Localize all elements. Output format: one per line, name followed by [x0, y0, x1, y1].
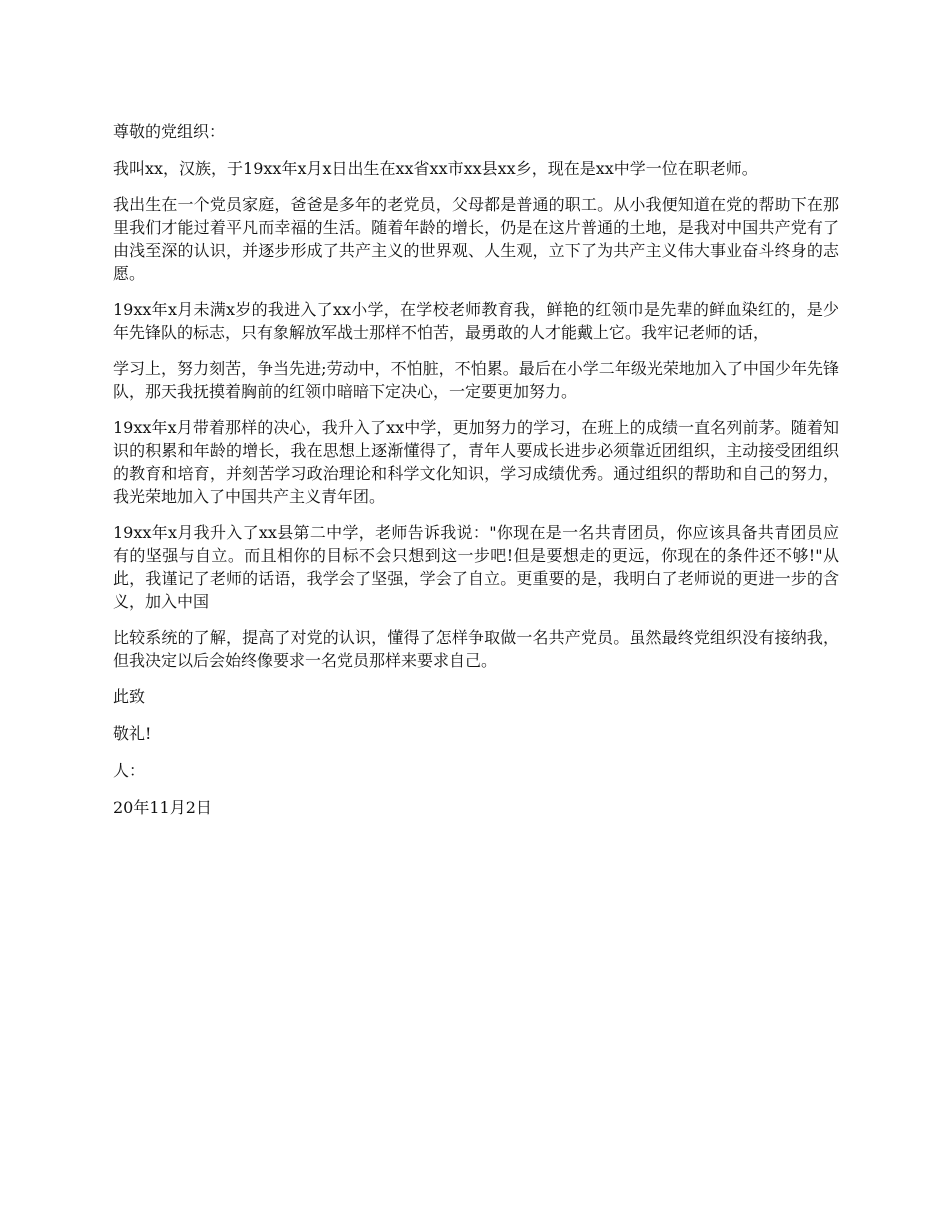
paragraph-commitment: 比较系统的了解，提高了对党的认识，懂得了怎样争取做一名共产党员。虽然最终党组织没有接纳我，但我决定以后会始终像要求一名党员那样来要求自己。	[113, 628, 839, 670]
salutation: 尊敬的党组织：	[113, 122, 226, 141]
letter-date: 20年11月2日	[113, 798, 212, 817]
paragraph-young-pioneers: 学习上，努力刻苦，争当先进;劳动中，不怕脏，不怕累。最后在小学二年级光荣地加入了中国少年先锋队，那天我抚摸着胸前的红领巾暗暗下定决心，一定要更加努力。	[113, 359, 839, 401]
paragraph-intro: 我叫xx，汉族，于19xx年x月x日出生在xx省xx市xx县xx乡，现在是xx中学一位在职老师。	[113, 159, 758, 178]
paragraph-family: 我出生在一个党员家庭，爸爸是多年的老党员，父母都是普通的职工。从小我便知道在党的帮助下在那里我们才能过着平凡而幸福的生活。随着年龄的增长，仍是在这片普通的土地，是我对中国共产党有了由浅至深的认识，并逐步形成了共产主义的世界观、人生观，立下了为共产主义伟大事业奋斗终身的志愿。	[113, 195, 839, 283]
closing-jingli: 敬礼!	[113, 724, 152, 743]
closing-cizhi: 此致	[113, 687, 146, 706]
paragraph-middle-school: 19xx年x月带着那样的决心，我升入了xx中学，更加努力的学习，在班上的成绩一直名列前茅。随着知识的积累和年龄的增长，我在思想上逐渐懂得了，青年人要成长进步必须靠近团组织，主动接受团组织的教育和培育，并刻苦学习政治理论和科学文化知识，学习成绩优秀。通过组织的帮助和自己的努力，我光荣地加入了中国共产主义青年团。	[113, 418, 839, 506]
paragraph-second-middle-school: 19xx年x月我升入了xx县第二中学，老师告诉我说："你现在是一名共青团员，你应该具备共青团员应有的坚强与自立。而且相你的目标不会只想到这一步吧!但是要想走的更远，你现在的条件还不够!"从此，我谨记了老师的话语，我学会了坚强，学会了自立。更重要的是，我明白了老师说的更进一步的含义，加入中国	[113, 523, 839, 611]
signature-line: 人：	[113, 761, 146, 780]
paragraph-primary-school: 19xx年x月未满x岁的我进入了xx小学，在学校老师教育我，鲜艳的红领巾是先辈的鲜血染红的，是少年先锋队的标志，只有象解放军战士那样不怕苦，最勇敢的人才能戴上它。我牢记老师的话，	[113, 300, 839, 342]
letter-document	[113, 120, 839, 833]
